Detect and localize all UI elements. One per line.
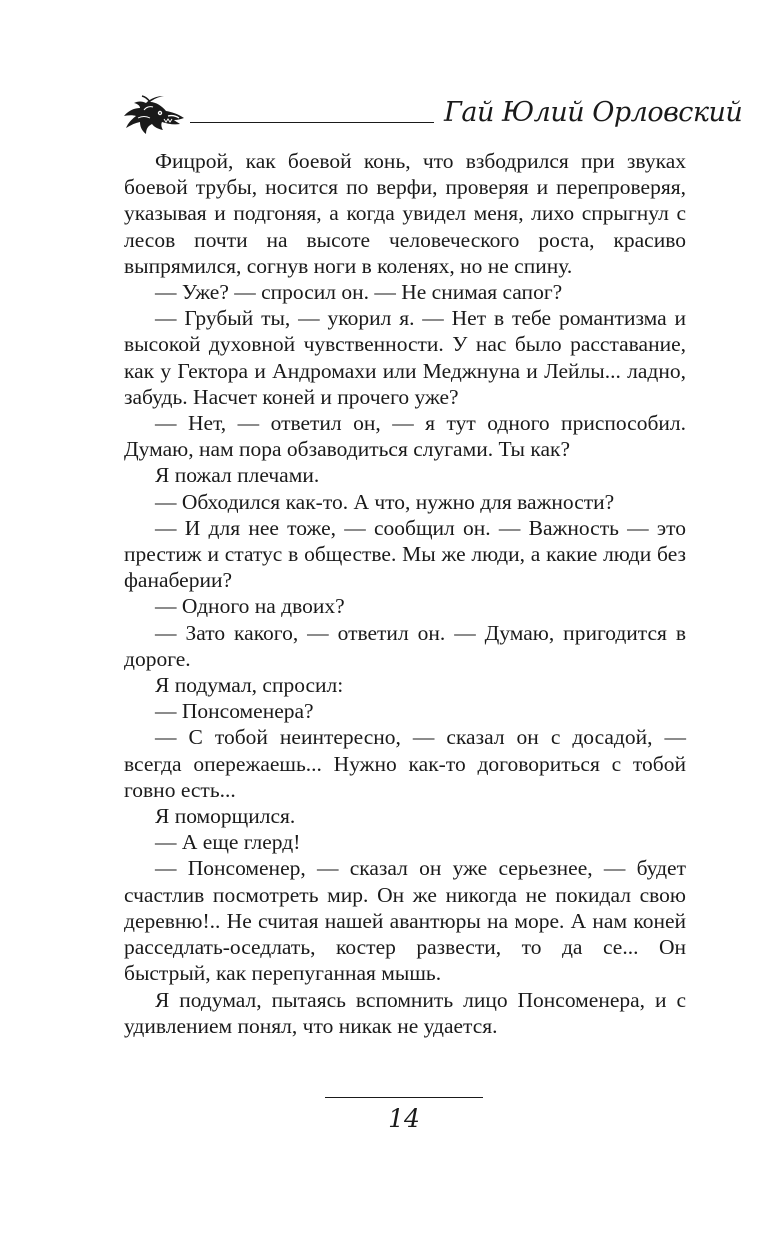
paragraph: — Понсоменера? [155, 699, 314, 724]
paragraph: — Нет, — ответил он, — я тут одного приспособил. Думаю, нам пора обзаводиться слугами. Ты как? [124, 411, 686, 462]
running-header [0, 0, 768, 150]
paragraph: Фицрой, как боевой конь, что взбодрился при звуках боевой трубы, носится по верфи, проверяя и перепроверяя, указывая и подгоняя, а когда увидел меня, лихо спрыгнул с лесов почти на высоте человеческого роста, красиво выпрямился, согнув ноги в коленях, но не спину. [124, 149, 686, 278]
paragraph: Я поморщился. [155, 804, 296, 829]
paragraph: Я подумал, пытаясь вспомнить лицо Понсоменера, и с удивлением понял, что никак не удается. [124, 987, 686, 1038]
paragraph: — Одного на двоих? [155, 594, 345, 619]
paragraph: — Понсоменер, — сказал он уже серьезнее, — будет счастлив посмотреть мир. Он же никогда не покидал свою деревню!.. Не считая нашей авантюры на море. А нам коней расседлать-оседлать, костер развести, то да се... Он быстрый, как перепуганная мышь. [124, 856, 686, 986]
dragon-head-icon [120, 94, 186, 138]
paragraph: — Уже? — спросил он. — Не снимая сапог? [155, 280, 563, 305]
paragraph: Я пожал плечами. [155, 463, 320, 488]
page-number: 14 [388, 1104, 420, 1133]
paragraph: — Зато какого, — ответил он. — Думаю, пригодится в дороге. [124, 620, 686, 671]
paragraph: — А еще глерд! [155, 830, 301, 855]
body-text [124, 148, 686, 1039]
paragraph: — С тобой неинтересно, — сказал он с досадой, — всегда опережаешь... Нужно как-то договориться с тобой говно есть... [124, 725, 686, 802]
footer-rule [325, 1097, 483, 1098]
paragraph: — И для нее тоже, — сообщил он. — Важность — это престиж и статус в обществе. Мы же люди, а какие люди без фанаберии? [124, 515, 686, 593]
paragraph: Я подумал, спросил: [155, 673, 344, 698]
author-name: Гай Юлий Орловский [444, 97, 743, 128]
paragraph: — Обходился как-то. А что, нужно для важности? [155, 489, 615, 514]
header-rule [190, 122, 434, 123]
paragraph: — Грубый ты, — укорил я. — Нет в тебе романтизма и высокой духовной чувственности. У нас было расставание, как у Гектора и Андромахи или Меджнуна и Лейлы... ладно, забудь. Насчет коней и прочего уже? [124, 306, 686, 409]
